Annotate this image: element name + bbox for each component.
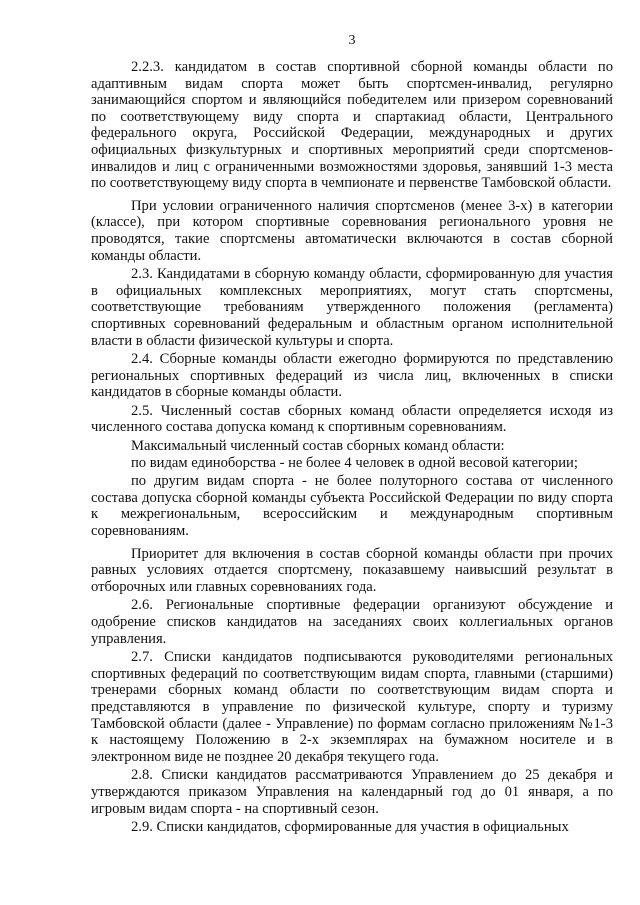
paragraph-2-4: 2.4. Сборные команды области ежегодно формируются по представлению региональных спортивных федераций из числа лиц, включенных в списки кандидатов в сборные команды области. bbox=[91, 351, 613, 401]
paragraph-martial-arts: по видам единоборства - не более 4 человек в одной весовой категории; bbox=[131, 454, 578, 471]
paragraph-2-3: 2.3. Кандидатами в сборную команду области, сформированную для участия в официальных комплексных мероприятиях, могут стать спортсмены, соответствующие требованиям утвержденного положения (регламента) спортивных соревнований федеральным и областным органом исполнительной власти в области физической культуры и спорта. bbox=[91, 266, 613, 349]
paragraph-2-2-3: 2.2.3. кандидатом в состав спортивной сборной команды области по адаптивным видам спорта может быть спортсмен-инвалид, регулярно занимающийся спортом и являющийся победителем или призером соревнований по соответствующему виду спорта и спартакиад области, Центрального федерального округа, Российской Федерации, международных и других официальных физкультурных и спортивных мероприятий среди спортсменов-инвалидов и лиц с ограниченными возможностями здоровья, занявший 1-3 места по соответствующему виду спорта в чемпионате и первенстве Тамбовской области. bbox=[91, 59, 613, 192]
paragraph-2-6: 2.6. Региональные спортивные федерации организуют обсуждение и одобрение списков кандидатов на заседаниях своих коллегиальных органов управления. bbox=[91, 597, 613, 647]
paragraph-2-5: 2.5. Численный состав сборных команд области определяется исходя из численного состава допуска команд к спортивным соревнованиям. bbox=[91, 402, 613, 436]
paragraph-2-9: 2.9. Списки кандидатов, сформированные для участия в официальных bbox=[131, 819, 569, 836]
paragraph-max-composition: Максимальный численный состав сборных команд области: bbox=[131, 438, 505, 455]
page-number: 3 bbox=[348, 33, 356, 48]
paragraph-priority: Приоритет для включения в состав сборной команды области при прочих равных условиях отдается спортсмену, показавшему наивысший результат в отборочных или главных соревнованиях года. bbox=[91, 545, 613, 595]
paragraph-limited-athletes: При условии ограниченного наличия спортсменов (менее 3-х) в категории (классе), при котором спортивные соревнования регионального уровня не проводятся, такие спортсмены автоматически включаются в состав сборной команды области. bbox=[91, 197, 613, 264]
paragraph-2-7: 2.7. Списки кандидатов подписываются руководителями региональных спортивных федераций по соответствующим видам спорта, главными (старшими) тренерами сборных команд области по соответствующим видам спорта и представляются в управление по физической культуре, спорту и туризму Тамбовской области (далее - Управление) по формам согласно приложениям №1-3 к настоящему Положению в 2-х экземплярах на бумажном носителе и в электронном виде не позднее 20 декабря текущего года. bbox=[91, 649, 613, 765]
paragraph-other-sports: по другим видам спорта - не более полуторного состава от численного состава допуска сборной команды субъекта Российской Федерации по виду спорта к межрегиональным, всероссийским и международным спортивным соревнованиям. bbox=[91, 473, 613, 540]
paragraph-2-8: 2.8. Списки кандидатов рассматриваются Управлением до 25 декабря и утверждаются приказом Управления на календарный год до 01 января, а по игровым видам спорта - на спортивный сезон. bbox=[91, 767, 613, 817]
